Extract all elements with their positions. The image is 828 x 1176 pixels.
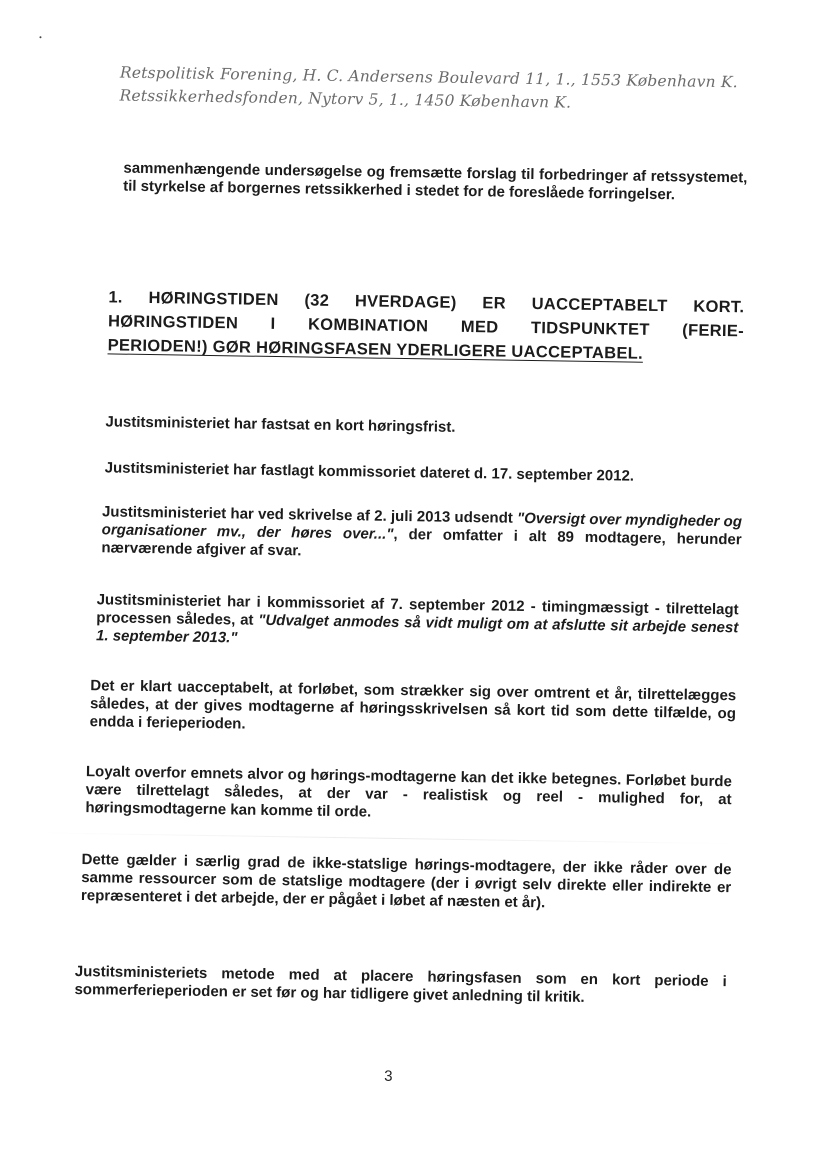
paragraph-2: Justitsministeriet har fastlagt kommissoriet dateret d. 17. september 2012.: [104, 459, 635, 485]
paragraph-4-quote: "Udvalget anmodes så vidt muligt om at afslutte sit arbejde senest 1. september 2013.": [95, 611, 739, 647]
scan-artifact-line: [36, 832, 736, 844]
paragraph-3-quote: "Oversigt over myndigheder og organisationer mv., der høres over...": [101, 509, 743, 543]
letterhead-line-1: Retspolitisk Forening, H. C. Andersens Boulevard 11, 1., 1553 København K.: [119, 63, 738, 92]
page-number: 3: [384, 1067, 393, 1085]
heading-line-3-text: PERIODEN!) GØR HØRINGSFASEN YDERLIGERE UACCEPTABEL.: [107, 336, 644, 363]
paragraph-3: [101, 503, 742, 567]
intro-paragraph: sammenhængende undersøgelse og fremsætte forslag til forbedringer af retssystemet, til styrkelse af borgernes retssikkerhed i stedet for de foreslåede forringelser.: [123, 159, 748, 204]
paragraph-4-start: Justitsministeriet har i kommissoriet af 7. september 2012 - timingmæssigt - tilrettelagt processen således, at: [96, 591, 739, 629]
section-heading: [107, 285, 744, 367]
scan-speck: [39, 36, 41, 38]
paragraph-3-start: Justitsministeriet har ved skrivelse af 2. juli 2013 udsendt: [101, 503, 518, 527]
heading-line-2: HØRINGSTIDEN I KOMBINATION MED TIDSPUNKTET (FERIE-: [107, 312, 745, 341]
paragraph-1: Justitsministeriet har fastsat en kort høringsfrist.: [105, 413, 456, 436]
paragraph-4: [96, 591, 739, 655]
letterhead: [119, 62, 780, 118]
heading-line-1: 1. HØRINGSTIDEN (32 HVERDAGE) ER UACCEPTABELT KORT.: [108, 288, 745, 317]
paragraph-5: Det er klart uacceptabelt, at forløbet, som strækker sig over omtrent et år, tilrettelægges således, at der gives modtagerne af høringsskrivelsen så kort tid som dette tilfælde, og endda i ferieperioden.: [89, 677, 737, 733]
paragraph-6: Loyalt overfor emnets alvor og hørings-modtagerne kan det ikke betegnes. Forløbet burde være tilrettelagt således, at der var - realistisk og reel - mulighed for, at høringsmodtagerne kan komme til orde.: [85, 763, 733, 821]
paragraph-8: Justitsministeriets metode med at placere høringsfasen som en kort periode i sommerferieperioden er set før og har tidligere givet anledning til kritik.: [74, 962, 727, 1006]
paragraph-3-end: , der omfatter i alt 89 modtagere, herunder nærværende afgiver af svar.: [101, 525, 742, 560]
paragraph-7: Dette gælder i særlig grad de ikke-statslige hørings-modtagere, der ikke råder over de samme ressourcer som de statslige modtagere (der i øvrigt selv direkte eller indirekte er repræsenteret i det arbejde, der er pågået i løbet af næsten et år).: [80, 851, 732, 912]
letterhead-line-2: Retssikkerhedsfonden, Nytorv 5, 1., 1450 København K.: [119, 86, 572, 112]
